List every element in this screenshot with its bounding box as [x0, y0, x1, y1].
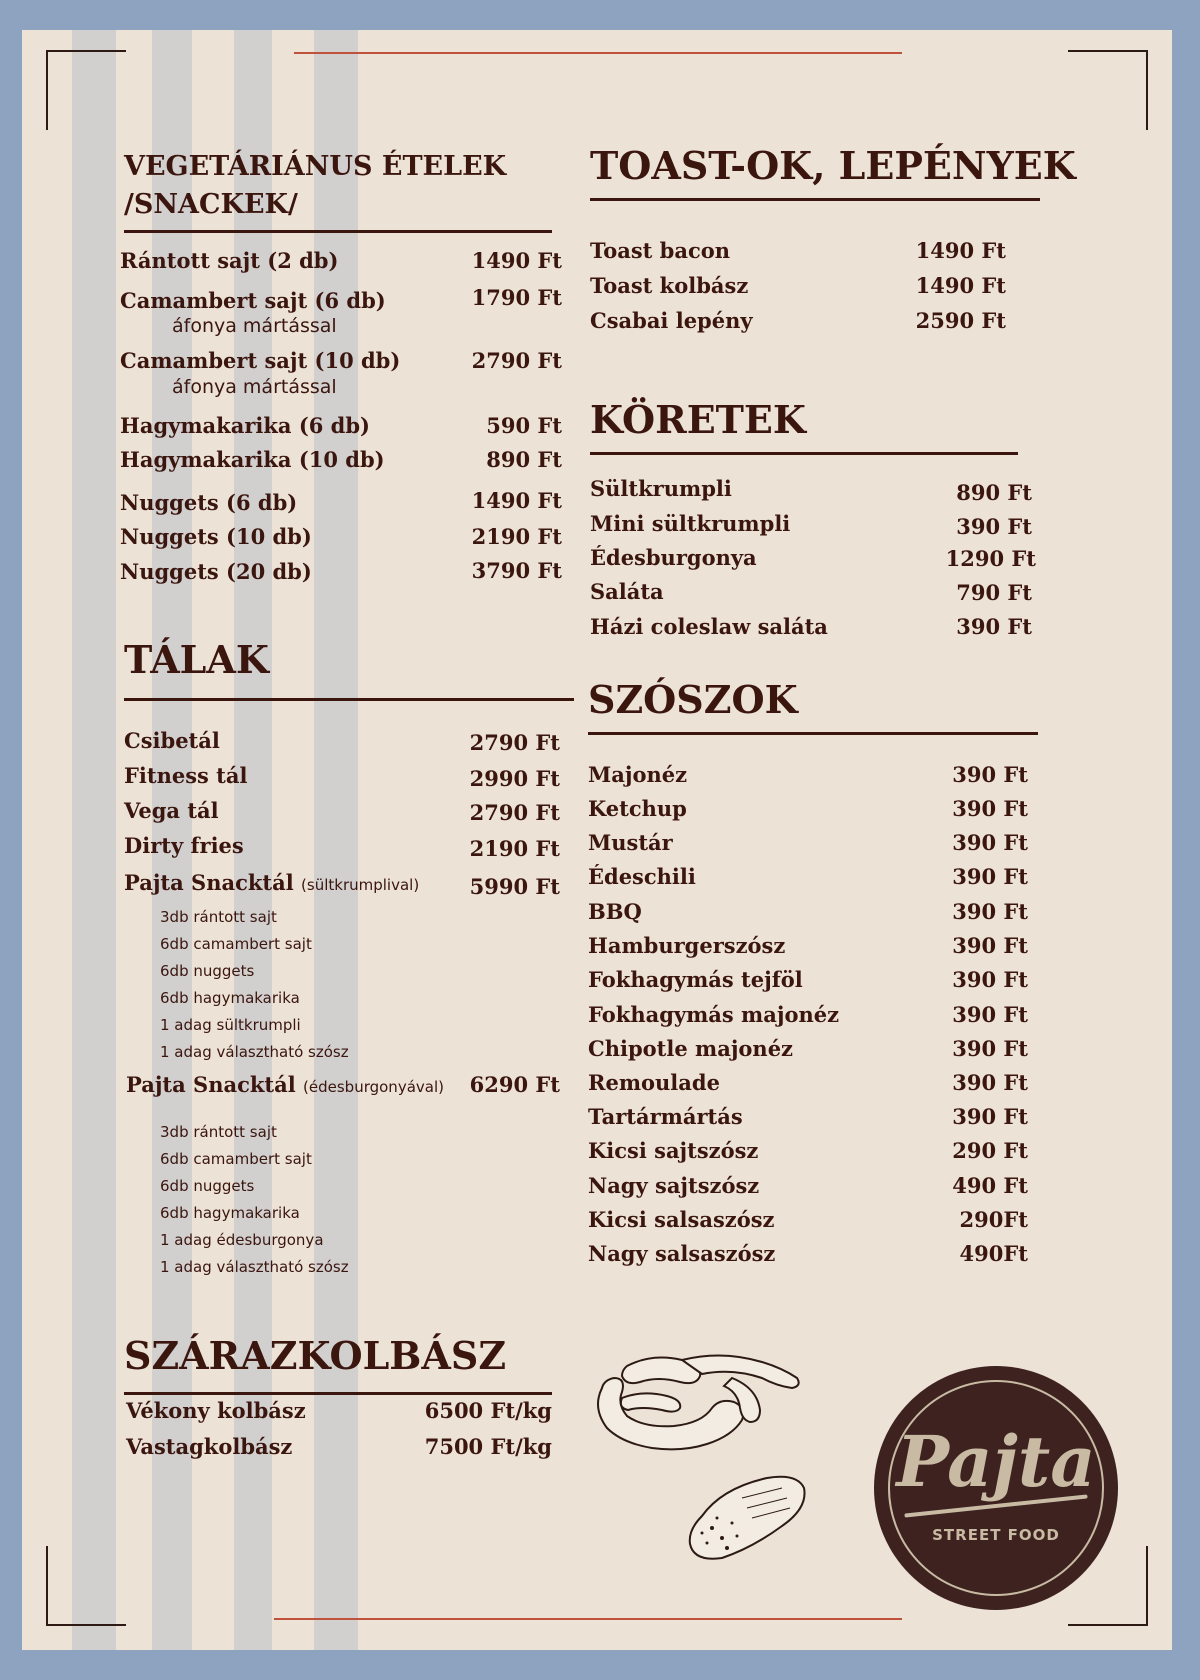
- menu-page: [22, 30, 1172, 1650]
- menu-item-name: Majonéz: [588, 762, 688, 787]
- menu-item-note: áfonya mártással: [172, 315, 337, 337]
- menu-item-name: Csabai lepény: [590, 308, 753, 333]
- platter-content: 6db nuggets: [160, 962, 255, 980]
- menu-item-price: 1490 Ft: [915, 273, 1006, 298]
- menu-item-price: 490Ft: [959, 1241, 1028, 1266]
- menu-item-price: 290 Ft: [952, 1138, 1028, 1163]
- platter-content: 1 adag választható szósz: [160, 1258, 349, 1276]
- top-accent-line: [294, 52, 902, 54]
- menu-item-price: 1290 Ft: [945, 546, 1036, 571]
- menu-item-name: Toast kolbász: [590, 273, 749, 298]
- menu-item-price: 2190 Ft: [471, 524, 562, 549]
- menu-item-name: Nuggets (20 db): [120, 559, 312, 584]
- menu-item-name: Camambert sajt (10 db): [120, 348, 401, 373]
- menu-item-name: Fokhagymás tejföl: [588, 967, 803, 992]
- menu-item-price: 390 Ft: [952, 864, 1028, 889]
- sausage-rule: [124, 1392, 552, 1395]
- menu-item-name: Vega tál: [124, 798, 219, 823]
- menu-item-price: 2790 Ft: [471, 348, 562, 373]
- menu-item-name: Sültkrumpli: [590, 476, 732, 501]
- menu-item-price: 390 Ft: [956, 614, 1032, 639]
- platter-content: 6db camambert sajt: [160, 935, 312, 953]
- platters-title: TÁLAK: [124, 637, 269, 682]
- vegetarian-title: VEGETÁRIÁNUS ÉTELEK /SNACKEK/: [124, 151, 507, 220]
- menu-item-name: Hagymakarika (6 db): [120, 413, 370, 438]
- corner-bottom-left: [46, 1546, 126, 1626]
- menu-item-name: Nagy salsaszósz: [588, 1241, 776, 1266]
- menu-item-name: Kicsi salsaszósz: [588, 1207, 775, 1232]
- menu-item-name: Nuggets (6 db): [120, 490, 298, 515]
- menu-item-price: 2190 Ft: [469, 836, 560, 861]
- menu-item-price: 390 Ft: [952, 933, 1028, 958]
- menu-item-name: Hagymakarika (10 db): [120, 447, 385, 472]
- menu-item-name: Vékony kolbász: [126, 1398, 306, 1423]
- platter-content: 3db rántott sajt: [160, 908, 277, 926]
- menu-item-price: 390 Ft: [952, 967, 1028, 992]
- menu-item-price: 2790 Ft: [469, 730, 560, 755]
- decor-stripe: [72, 30, 116, 1650]
- sauces-title: SZÓSZOK: [588, 677, 798, 722]
- menu-item-price: 2790 Ft: [469, 800, 560, 825]
- menu-item-name: Nuggets (10 db): [120, 524, 312, 549]
- sausage-title: SZÁRAZKOLBÁSZ: [124, 1333, 507, 1378]
- menu-item-name: Kicsi sajtszósz: [588, 1138, 759, 1163]
- snack-platter-2-note: (édesburgonyával): [303, 1078, 444, 1096]
- menu-item-price: 390 Ft: [956, 514, 1032, 539]
- menu-item-price: 1790 Ft: [471, 285, 562, 310]
- toast-title: TOAST-OK, LEPÉNYEK: [590, 143, 1076, 188]
- menu-item-price: 390 Ft: [952, 796, 1028, 821]
- menu-item-name: Házi coleslaw saláta: [590, 614, 828, 639]
- snack-platter-1-price: 5990 Ft: [469, 874, 560, 899]
- decor-stripe: [314, 30, 358, 1650]
- menu-item-price: 390 Ft: [952, 762, 1028, 787]
- snack-platter-1-title: Pajta Snacktál: [124, 870, 294, 895]
- toast-rule: [590, 198, 1040, 201]
- menu-item-price: 6500 Ft/kg: [424, 1398, 552, 1423]
- menu-item-price: 890 Ft: [956, 480, 1032, 505]
- menu-item-price: 390 Ft: [952, 830, 1028, 855]
- menu-item-name: Tartármártás: [588, 1104, 743, 1129]
- menu-item-name: Mini sültkrumpli: [590, 511, 791, 536]
- menu-item-name: Toast bacon: [590, 238, 731, 263]
- menu-item-price: 890 Ft: [486, 447, 562, 472]
- corner-top-left: [46, 50, 126, 130]
- menu-item-note: áfonya mártással: [172, 376, 337, 398]
- menu-item-name: Camambert sajt (6 db): [120, 288, 386, 313]
- platter-content: 1 adag választható szósz: [160, 1043, 349, 1061]
- platter-content: 6db camambert sajt: [160, 1150, 312, 1168]
- menu-item-price: 390 Ft: [952, 899, 1028, 924]
- snack-platter-1-name: [124, 870, 419, 895]
- menu-item-name: Édeschili: [588, 864, 696, 889]
- menu-item-price: 7500 Ft/kg: [424, 1434, 552, 1459]
- menu-item-price: 390 Ft: [952, 1104, 1028, 1129]
- menu-item-price: 590 Ft: [486, 413, 562, 438]
- menu-item-price: 390 Ft: [952, 1002, 1028, 1027]
- menu-item-price: 790 Ft: [956, 580, 1032, 605]
- logo-name: Pajta: [896, 1420, 1096, 1503]
- menu-item-price: 1490 Ft: [471, 248, 562, 273]
- sauces-rule: [588, 732, 1038, 735]
- menu-item-name: Remoulade: [588, 1070, 720, 1095]
- vegetarian-rule: [124, 230, 552, 233]
- sides-title: KÖRETEK: [590, 397, 806, 442]
- snack-platter-2-name: [126, 1072, 444, 1097]
- platter-content: 6db nuggets: [160, 1177, 255, 1195]
- menu-item-name: Chipotle majonéz: [588, 1036, 793, 1061]
- platter-content: 3db rántott sajt: [160, 1123, 277, 1141]
- menu-item-price: 490 Ft: [952, 1173, 1028, 1198]
- sides-rule: [590, 452, 1018, 455]
- menu-item-name: Csibetál: [124, 728, 220, 753]
- snack-platter-2-title: Pajta Snacktál: [126, 1072, 296, 1097]
- platter-content: 1 adag sültkrumpli: [160, 1016, 301, 1034]
- menu-item-name: Saláta: [590, 579, 664, 604]
- menu-item-name: Mustár: [588, 830, 673, 855]
- menu-item-name: Fokhagymás majonéz: [588, 1002, 840, 1027]
- menu-item-name: Hamburgerszósz: [588, 933, 786, 958]
- pajta-logo: [874, 1366, 1118, 1610]
- menu-item-price: 390 Ft: [952, 1070, 1028, 1095]
- snack-platter-1-note: (sültkrumplival): [301, 876, 420, 894]
- platters-rule: [124, 698, 574, 701]
- menu-item-name: Vastagkolbász: [126, 1434, 293, 1459]
- menu-item-name: BBQ: [588, 899, 642, 924]
- menu-item-price: 1490 Ft: [915, 238, 1006, 263]
- menu-item-name: Édesburgonya: [590, 545, 757, 570]
- platter-content: 6db hagymakarika: [160, 1204, 300, 1222]
- bottom-accent-line: [274, 1618, 902, 1620]
- platter-content: 6db hagymakarika: [160, 989, 300, 1007]
- sausage-illustration: [582, 1348, 822, 1588]
- menu-item-price: 2590 Ft: [915, 308, 1006, 333]
- menu-item-name: Rántott sajt (2 db): [120, 248, 339, 273]
- menu-item-name: Fitness tál: [124, 763, 248, 788]
- menu-item-name: Nagy sajtszósz: [588, 1173, 760, 1198]
- menu-item-price: 290Ft: [959, 1207, 1028, 1232]
- platter-content: 1 adag édesburgonya: [160, 1231, 324, 1249]
- menu-item-name: Ketchup: [588, 796, 687, 821]
- snack-platter-2-price: 6290 Ft: [469, 1072, 560, 1097]
- menu-item-price: 2990 Ft: [469, 766, 560, 791]
- menu-item-price: 3790 Ft: [471, 558, 562, 583]
- menu-item-price: 390 Ft: [952, 1036, 1028, 1061]
- menu-item-name: Dirty fries: [124, 833, 244, 858]
- corner-top-right: [1068, 50, 1148, 130]
- menu-item-price: 1490 Ft: [471, 488, 562, 513]
- logo-tagline: STREET FOOD: [932, 1526, 1060, 1544]
